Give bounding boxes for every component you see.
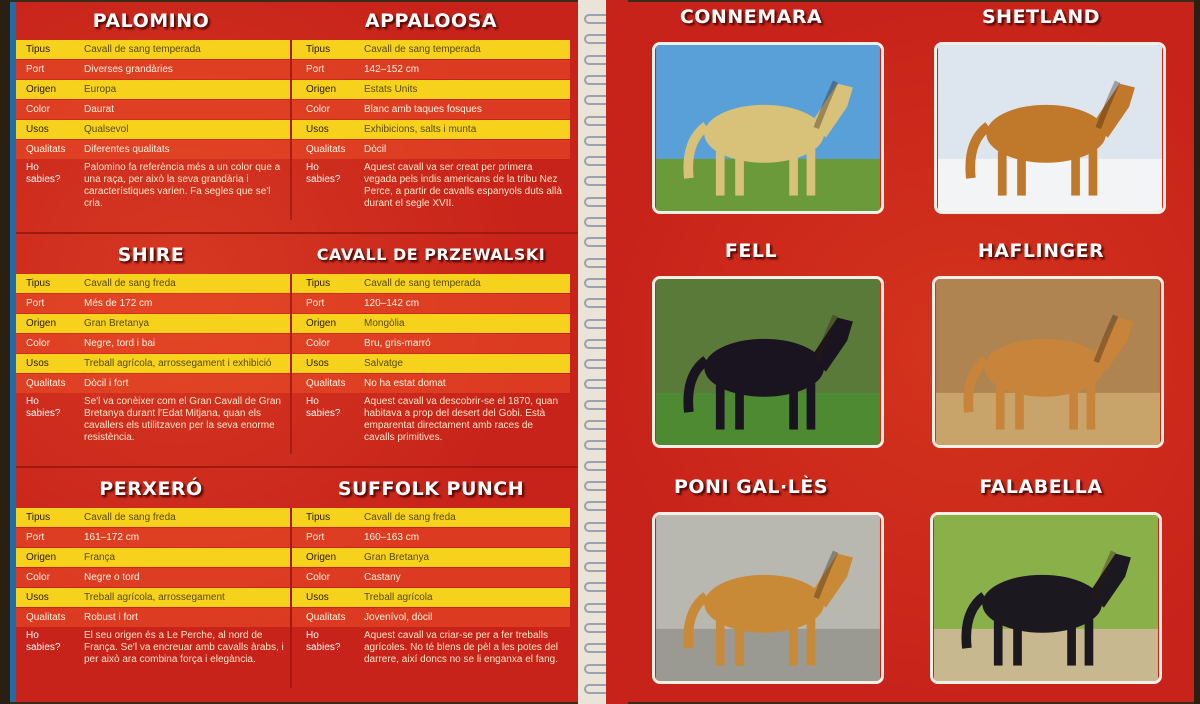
label-tipus: Tipus: [26, 512, 51, 523]
label-qualitats: Qualitats: [26, 612, 66, 623]
row-origen: [12, 80, 290, 99]
value-sabies: El seu origen és a Le Perche, al nord de França. Se'l va encreuar amb cavalls àrabs, i per això ara combina força i elegància.: [84, 630, 284, 665]
label-sabies: Ho sabies?: [26, 162, 61, 185]
value-sabies: Aquest cavall va descobrir-se el 1870, quan habitava a prop del desert del Gobi. Està emparentat directament amb races de cavalls primitives.: [364, 396, 559, 443]
row-color: [292, 100, 570, 119]
breed-title: PALOMINO: [92, 10, 210, 32]
row-usos: [12, 354, 290, 373]
row-origen: [292, 80, 570, 99]
value-qualitats: Dòcil i fort: [84, 378, 129, 389]
label-origen: Origen: [26, 552, 57, 563]
row-qualitats: [292, 374, 570, 393]
section-divider: [10, 232, 586, 234]
label-qualitats: Qualitats: [306, 378, 346, 389]
row-tipus: [12, 274, 290, 293]
row-tipus: [12, 40, 290, 59]
row-port: [12, 294, 290, 313]
card-connemara: [606, 2, 896, 232]
value-tipus: Cavall de sang freda: [364, 512, 456, 523]
horse-photo: [652, 42, 884, 214]
value-usos: Treball agrícola, arrossegament: [84, 592, 225, 603]
value-port: 120–142 cm: [364, 298, 420, 309]
value-usos: Salvatge: [364, 358, 403, 369]
row-tipus: [292, 40, 570, 59]
value-port: 160–163 cm: [364, 532, 420, 543]
row-origen: [292, 314, 570, 333]
label-sabies: Ho sabies?: [306, 162, 341, 185]
label-sabies: Ho sabies?: [306, 396, 341, 419]
label-color: Color: [306, 572, 330, 583]
value-port: Diverses grandàries: [84, 64, 173, 75]
row-usos: [292, 588, 570, 607]
row-color: [292, 568, 570, 587]
value-qualitats: Jovenívol, dòcil: [364, 612, 433, 623]
breed-title: PERXERÓ: [99, 478, 203, 500]
card-title: HAFLINGER: [977, 240, 1105, 262]
row-port: [12, 60, 290, 79]
value-qualitats: Dòcil: [364, 144, 387, 155]
card-fell: [606, 236, 896, 466]
book-right-edge: [1194, 0, 1200, 704]
card-title: SHETLAND: [981, 6, 1100, 28]
label-qualitats: Qualitats: [26, 378, 66, 389]
value-origen: Europa: [84, 84, 117, 95]
value-port: Més de 172 cm: [84, 298, 153, 309]
row-sabies: [12, 628, 290, 688]
row-color: [12, 568, 290, 587]
section-divider: [10, 466, 586, 468]
value-tipus: Cavall de sang freda: [84, 512, 176, 523]
label-tipus: Tipus: [306, 44, 331, 55]
row-tipus: [292, 508, 570, 527]
row-color: [12, 100, 290, 119]
row-color: [292, 334, 570, 353]
label-qualitats: Qualitats: [306, 612, 346, 623]
left-page: [10, 2, 586, 702]
value-qualitats: No ha estat domat: [364, 378, 446, 389]
value-origen: França: [84, 552, 116, 563]
label-sabies: Ho sabies?: [306, 630, 341, 653]
label-usos: Usos: [26, 592, 49, 603]
label-sabies: Ho sabies?: [26, 630, 61, 653]
label-usos: Usos: [306, 358, 329, 369]
row-qualitats: [12, 140, 290, 159]
value-origen: Gran Bretanya: [84, 318, 150, 329]
value-origen: Estats Units: [364, 84, 418, 95]
horse-illustration-icon: [933, 515, 1159, 681]
label-origen: Origen: [306, 84, 337, 95]
value-usos: Qualsevol: [84, 124, 129, 135]
row-tipus: [12, 508, 290, 527]
label-tipus: Tipus: [26, 278, 51, 289]
label-port: Port: [26, 64, 45, 75]
breed-title: APPALOOSA: [364, 10, 498, 32]
value-tipus: Cavall de sang freda: [84, 278, 176, 289]
row-port: [292, 60, 570, 79]
value-tipus: Cavall de sang temperada: [364, 44, 481, 55]
breed-title: SUFFOLK PUNCH: [337, 478, 525, 500]
card-haflinger: [896, 236, 1186, 466]
right-page: [606, 2, 1194, 702]
horse-illustration-icon: [655, 279, 881, 445]
label-port: Port: [26, 298, 45, 309]
row-sabies: [12, 160, 290, 220]
label-port: Port: [306, 532, 325, 543]
row-sabies: [292, 160, 570, 220]
breed-title: SHIRE: [117, 244, 185, 266]
row-usos: [292, 120, 570, 139]
card-title: PONI GAL·LÈS: [673, 476, 829, 498]
label-color: Color: [26, 572, 50, 583]
horse-photo: [652, 512, 884, 684]
row-port: [292, 294, 570, 313]
row-origen: [12, 314, 290, 333]
row-origen: [292, 548, 570, 567]
value-sabies: Se'l va conèixer com el Gran Cavall de Gran Bretanya durant l'Edat Mitjana, quan els cavallers els utilitzaven per la seva enorme resistència.: [84, 396, 281, 443]
value-color: Negre o tord: [84, 572, 140, 583]
value-origen: Mongòlia: [364, 318, 405, 329]
value-usos: Treball agrícola: [364, 592, 433, 603]
card-title: FALABELLA: [979, 476, 1103, 498]
horse-photo: [930, 512, 1162, 684]
label-sabies: Ho sabies?: [26, 396, 61, 419]
label-color: Color: [306, 338, 330, 349]
label-color: Color: [26, 104, 50, 115]
label-tipus: Tipus: [306, 512, 331, 523]
card-poni-galles: [606, 472, 896, 702]
label-tipus: Tipus: [26, 44, 51, 55]
card-title: CONNEMARA: [679, 6, 823, 28]
label-port: Port: [26, 532, 45, 543]
card-falabella: [896, 472, 1186, 702]
value-port: 142–152 cm: [364, 64, 420, 75]
label-qualitats: Qualitats: [26, 144, 66, 155]
label-usos: Usos: [306, 124, 329, 135]
value-usos: Exhibicions, salts i munta: [364, 124, 477, 135]
book-left-edge: [0, 0, 10, 704]
row-color: [12, 334, 290, 353]
row-sabies: [292, 394, 570, 454]
horse-illustration-icon: [937, 45, 1163, 211]
row-usos: [292, 354, 570, 373]
row-sabies: [292, 628, 570, 688]
value-origen: Gran Bretanya: [364, 552, 430, 563]
row-port: [292, 528, 570, 547]
value-tipus: Cavall de sang temperada: [84, 44, 201, 55]
row-qualitats: [292, 140, 570, 159]
row-origen: [12, 548, 290, 567]
label-origen: Origen: [26, 84, 57, 95]
label-port: Port: [306, 64, 325, 75]
value-port: 161–172 cm: [84, 532, 140, 543]
label-usos: Usos: [26, 124, 49, 135]
row-sabies: [12, 394, 290, 454]
value-qualitats: Diferentes qualitats: [84, 144, 170, 155]
value-sabies: Aquest cavall va ser creat per primera vegada pels indis americans de la tribu Nez Perce, a partir de cavalls espanyols duts allà durant el segle XVII.: [364, 162, 562, 209]
card-shetland: [896, 2, 1186, 232]
label-origen: Origen: [306, 552, 337, 563]
row-qualitats: [12, 374, 290, 393]
label-usos: Usos: [26, 358, 49, 369]
row-qualitats: [292, 608, 570, 627]
row-port: [12, 528, 290, 547]
row-tipus: [292, 274, 570, 293]
row-usos: [12, 588, 290, 607]
label-origen: Origen: [306, 318, 337, 329]
horse-photo: [934, 42, 1166, 214]
value-color: Blanc amb taques fosques: [364, 104, 482, 115]
horse-photo: [652, 276, 884, 448]
value-sabies: Palomino fa referència més a un color que a una raça, per això la seva grandària i característiques varien. Fa segles que se'l cria.: [84, 162, 281, 209]
label-qualitats: Qualitats: [306, 144, 346, 155]
row-usos: [12, 120, 290, 139]
breed-title: CAVALL DE PRZEWALSKI: [316, 245, 546, 264]
horse-illustration-icon: [655, 45, 881, 211]
value-color: Bru, gris-marró: [364, 338, 431, 349]
value-color: Castany: [364, 572, 401, 583]
value-usos: Treball agrícola, arrossegament i exhibició: [84, 358, 272, 369]
label-color: Color: [306, 104, 330, 115]
value-qualitats: Robust i fort: [84, 612, 138, 623]
value-color: Daurat: [84, 104, 115, 115]
label-origen: Origen: [26, 318, 57, 329]
value-sabies: Aquest cavall va criar-se per a fer treballs agrícoles. No té blens de pèl a les potes del darrere, així doncs no se li enganxa el fang.: [364, 630, 559, 665]
value-color: Negre, tord i bai: [84, 338, 156, 349]
label-tipus: Tipus: [306, 278, 331, 289]
horse-illustration-icon: [935, 279, 1161, 445]
horse-illustration-icon: [655, 515, 881, 681]
horse-photo: [932, 276, 1164, 448]
label-color: Color: [26, 338, 50, 349]
label-port: Port: [306, 298, 325, 309]
row-qualitats: [12, 608, 290, 627]
card-title: FELL: [724, 240, 778, 262]
value-tipus: Cavall de sang temperada: [364, 278, 481, 289]
label-usos: Usos: [306, 592, 329, 603]
